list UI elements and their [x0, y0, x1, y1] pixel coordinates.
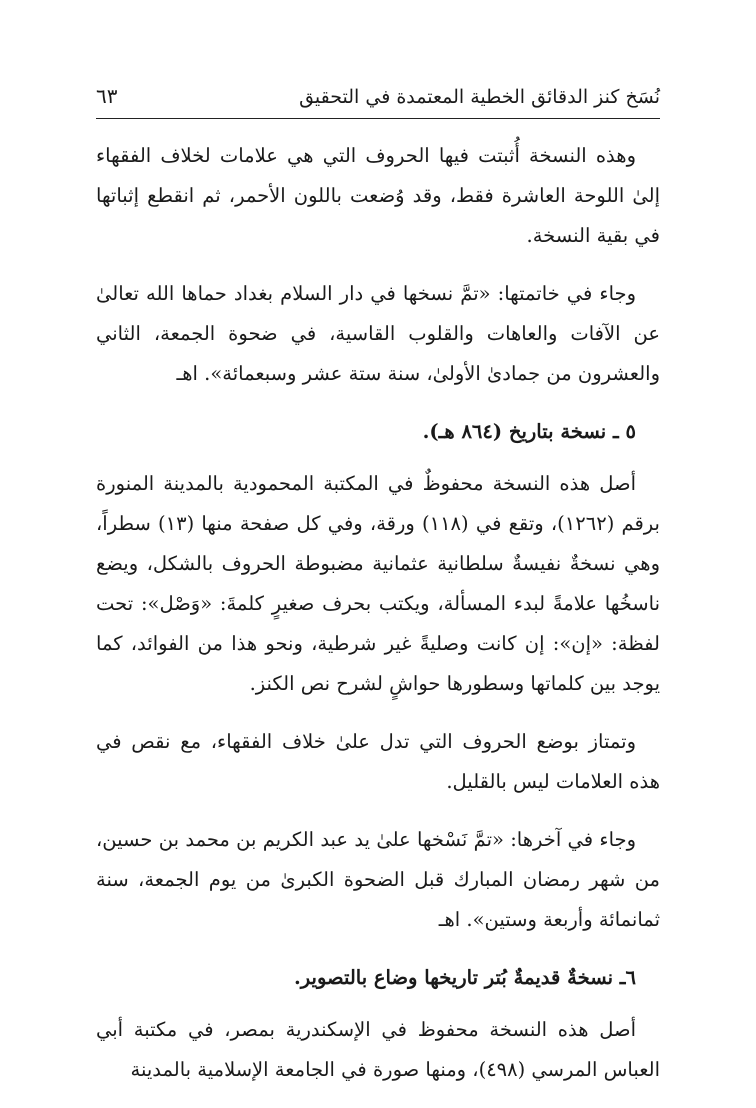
- page-header: [96, 78, 660, 119]
- paragraph-3: أصل هذه النسخة محفوظٌ في المكتبة المحمودية بالمدينة المنورة برقم (١٢٦٢)، وتقع في (١١٨) ورقة، وفي كل صفحة منها (١٣) سطراً، وهي نسخةٌ نفيسةٌ سلطانية عثمانية مضبوطة الحروف بالشكل، ويضع ناسخُها علامةً لبدء المسألة، ويكتب بحرف صغيرٍ كلمةَ: «وَصْل»: تحت لفظة: «إن»: إن كانت وصليةً غير شرطية، ونحو هذا من الفوائد، كما يوجد بين كلماتها وسطورها حواشٍ لشرح نص الكنز.: [96, 472, 660, 695]
- page-body: [96, 136, 660, 1108]
- paragraph-1: وهذه النسخة أُثبتت فيها الحروف التي هي علامات لخلاف الفقهاء إلىٰ اللوحة العاشرة فقط، وقد وُضعت باللون الأحمر، ثم انقطع إثباتها في بقية النسخة.: [96, 144, 660, 247]
- paragraph-2: وجاء في خاتمتها: «تمَّ نسخها في دار السلام بغداد حماها الله تعالىٰ عن الآفات والعاهات والقلوب القاسية، في ضحوة الجمعة، الثاني والعشرون من جمادىٰ الأولىٰ، سنة ستة عشر وسبعمائة». اهـ: [96, 282, 660, 385]
- paragraph-4: وتمتاز بوضع الحروف التي تدل علىٰ خلاف الفقهاء، مع نقص في هذه العلامات ليس بالقليل.: [96, 730, 660, 793]
- page-number: ٦٣: [96, 84, 118, 108]
- running-title: نُسَخ كنز الدقائق الخطية المعتمدة في التحقيق: [299, 86, 660, 108]
- paragraph-6: أصل هذه النسخة محفوظ في الإسكندرية بمصر، في مكتبة أبي العباس المرسي (٤٩٨)، ومنها صورة في الجامعة الإسلامية بالمدينة: [96, 1018, 660, 1081]
- paragraph-5: وجاء في آخرها: «تمَّ نَسْخها علىٰ يد عبد الكريم بن محمد بن حسين، من شهر رمضان المبارك قبل الضحوة الكبرىٰ من يوم الجمعة، سنة ثمانمائة وأربعة وستين». اهـ: [96, 828, 660, 931]
- section-heading-6: ٦ـ نسخةٌ قديمةٌ بُتر تاريخها وضاع بالتصوير.: [293, 966, 636, 989]
- section-heading-5: ٥ ـ نسخة بتاريخ (٨٦٤ هـ).: [422, 420, 636, 443]
